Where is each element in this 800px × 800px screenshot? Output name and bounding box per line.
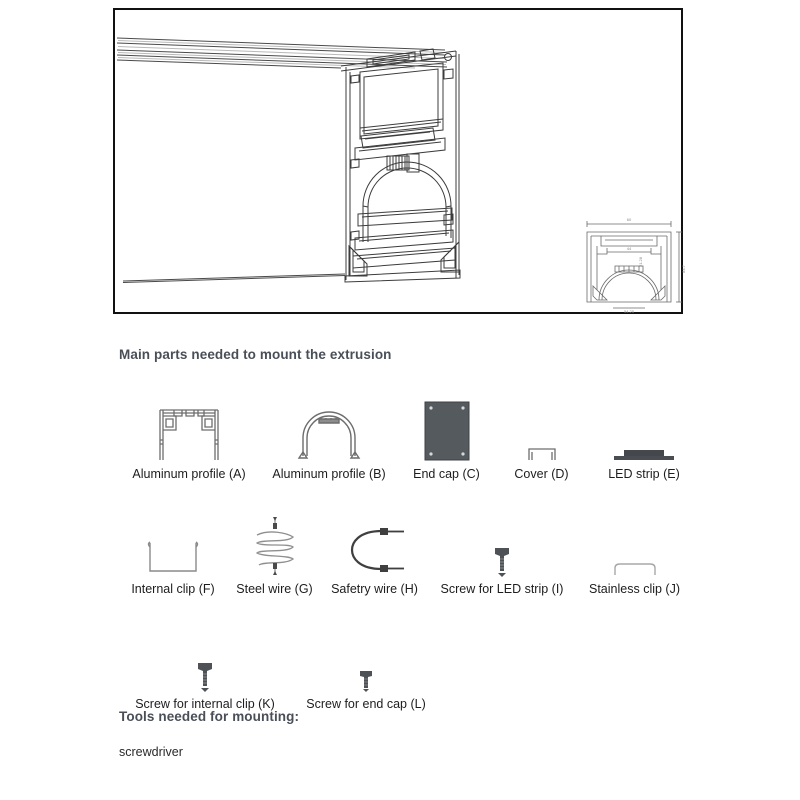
dimension-detail-text: [624, 217, 686, 314]
parts-row-1: [119, 400, 699, 481]
svg-text:84.7: 84.7: [681, 265, 686, 273]
part-screw-end-cap-l: [291, 630, 441, 711]
part-label: Aluminum profile (A): [132, 467, 246, 481]
part-aluminum-profile-b: [259, 400, 399, 481]
part-label: Internal clip (F): [131, 582, 215, 596]
part-label: Stainless clip (J): [589, 582, 680, 596]
part-label: Steel wire (G): [236, 582, 313, 596]
part-screw-internal-clip-k: [119, 630, 291, 711]
corner-clip-left: [349, 246, 367, 276]
part-steel-wire-g: [227, 515, 322, 596]
screw-small-icon: [291, 630, 441, 692]
part-end-cap-c: [399, 400, 494, 481]
tools-list: screwdriver: [119, 745, 183, 759]
arc-diffuser-dome: [363, 162, 451, 242]
parts-row-2: [119, 515, 692, 596]
part-stainless-clip-j: [577, 515, 692, 596]
stainless-clip-icon: [577, 515, 692, 577]
part-cover-d: [494, 400, 589, 481]
part-label: Screw for LED strip (I): [440, 582, 564, 596]
part-label: Aluminum profile (B): [272, 467, 386, 481]
part-label: Screw for end cap (L): [306, 697, 426, 711]
svg-text:60: 60: [626, 217, 632, 222]
part-led-strip-e: [589, 400, 699, 481]
svg-text:21.28: 21.28: [638, 256, 643, 268]
wall-base-line: [123, 274, 345, 283]
svg-text:44: 44: [626, 246, 632, 251]
dimension-detail-inset: [587, 221, 682, 308]
part-label: LED strip (E): [608, 467, 680, 481]
part-aluminum-profile-a: [119, 400, 259, 481]
led-strip-icon: [589, 400, 699, 462]
tools-heading: Tools needed for mounting:: [119, 709, 300, 724]
part-screw-led-strip-i: [427, 515, 577, 596]
screw-icon: [427, 515, 577, 577]
cover-icon: [494, 400, 589, 462]
extrusion-body: [341, 49, 459, 280]
channel-profile-icon: [119, 400, 259, 462]
arc-profile-icon: [259, 400, 399, 462]
steel-wire-spring-icon: [227, 515, 322, 577]
part-label: End cap (C): [413, 467, 480, 481]
part-label: Cover (D): [514, 467, 569, 481]
end-cap-icon: [399, 400, 494, 462]
driver-compartment: [355, 63, 445, 160]
svg-text:54.25: 54.25: [623, 309, 635, 314]
technical-drawing-frame: [113, 8, 686, 314]
internal-clip-icon: [119, 515, 227, 577]
parts-row-3: [119, 630, 441, 711]
part-internal-clip-f: [119, 515, 227, 596]
extrusion-cross-section-drawing: [115, 10, 686, 314]
part-label: Screw for internal clip (K): [135, 697, 275, 711]
screw-icon: [119, 630, 291, 692]
part-safety-wire-h: [322, 515, 427, 596]
safety-wire-icon: [322, 515, 427, 577]
main-parts-heading: Main parts needed to mount the extrusion: [119, 347, 392, 362]
part-label: Safetry wire (H): [331, 582, 418, 596]
